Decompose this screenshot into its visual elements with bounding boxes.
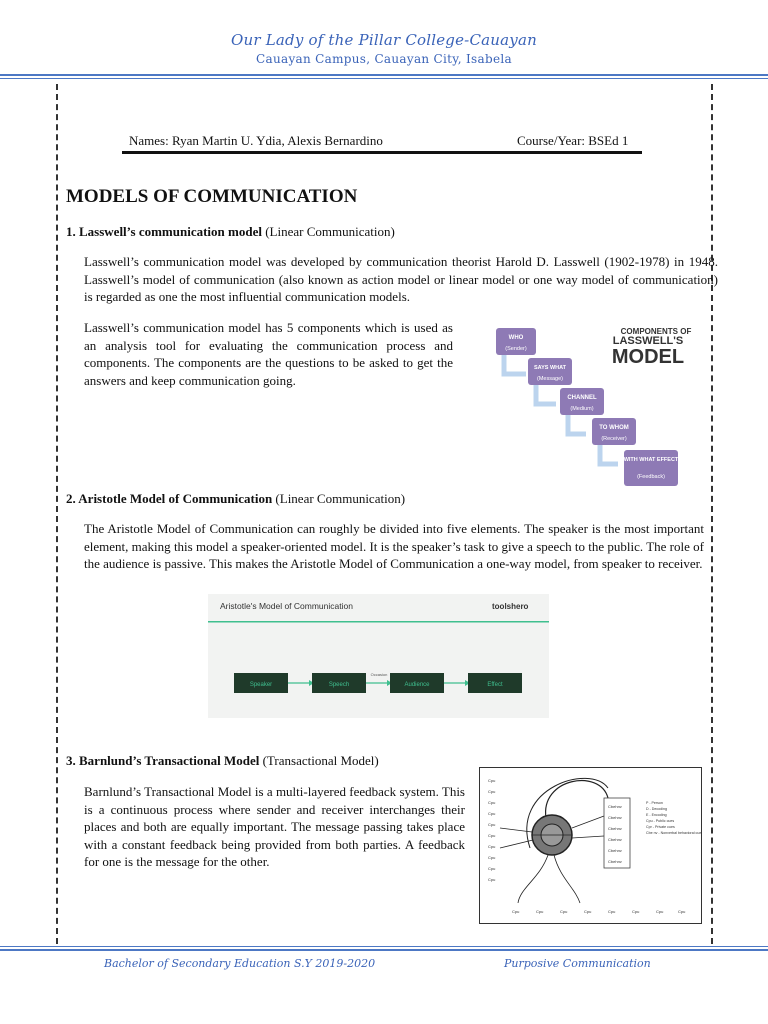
section-3-heading <box>66 753 379 769</box>
lasswell-step-with-what-effect <box>624 450 679 486</box>
aristotle-model-figure <box>208 594 549 718</box>
campus-address: Cauayan Campus, Cauayan City, Isabela <box>256 52 512 66</box>
header-rule-thin <box>0 78 768 79</box>
barnlund-cue-left-7: Cpu <box>488 844 496 849</box>
barnlund-cue-left-9: Cpu <box>488 866 496 871</box>
barnlund-cue-left-10: Cpu <box>488 877 496 882</box>
barnlund-cue-right-6: Cbehnv <box>608 859 622 864</box>
lasswell-step-4-label: TO WHOM <box>599 425 629 431</box>
aristotle-node-3-label: Audience <box>404 682 430 688</box>
lasswell-step-5-sub: (Feedback) <box>637 474 665 480</box>
lasswell-connector-3 <box>568 415 586 434</box>
aristotle-node-1-label: Speaker <box>249 682 273 688</box>
barnlund-diagram <box>480 768 701 923</box>
barnlund-cue-bottom-1: Cpu <box>512 909 520 914</box>
section-2-heading <box>66 491 405 507</box>
barnlund-cue-bottom-3: Cpu <box>560 909 568 914</box>
lasswell-step-3-label: CHANNEL <box>567 395 597 401</box>
section-3-title: 3. Barnlund’s Transactional Model <box>66 753 260 768</box>
barnlund-cue-left-3: Cpu <box>488 800 496 805</box>
barnlund-legend-5: Cpr - Private cues <box>646 825 675 829</box>
lasswell-step-2-label: SAYS WHAT <box>533 365 567 371</box>
lasswell-heading-1: COMPONENTS OF <box>620 327 692 336</box>
section-3-tag: (Transactional Model) <box>259 753 379 768</box>
barnlund-cue-bottom-6: Cpu <box>632 909 640 914</box>
aristotle-node-audience <box>390 673 444 693</box>
aristotle-figure-brand: toolshero <box>492 602 529 611</box>
barnlund-cue-right-1: Cbehnv <box>608 804 622 809</box>
section-1-heading <box>66 224 395 240</box>
aristotle-node-effect <box>468 673 522 693</box>
barnlund-bottom-cues <box>512 909 685 914</box>
barnlund-legend-3: E - Encoding <box>646 813 667 817</box>
lasswell-connector-2 <box>536 385 556 404</box>
barnlund-legend-1: P - Person <box>646 801 663 805</box>
lasswell-heading-3: MODEL <box>611 346 685 368</box>
footer-rule <box>0 949 768 951</box>
barnlund-cue-right-2: Cbehnv <box>608 815 622 820</box>
barnlund-cue-bottom-7: Cpu <box>656 909 664 914</box>
lasswell-connector-4 <box>600 445 618 464</box>
page-title: MODELS OF COMMUNICATION <box>66 186 358 207</box>
aristotle-node-4-label: Effect <box>487 682 503 688</box>
page-border-left <box>56 84 58 944</box>
section-1-title: 1. Lasswell’s communication model <box>66 224 262 239</box>
aristotle-accent-line <box>208 621 549 623</box>
barnlund-cue-right-5: Cbehnv <box>608 848 622 853</box>
header-rule <box>0 74 768 76</box>
barnlund-cue-bottom-2: Cpu <box>536 909 544 914</box>
lasswell-step-who <box>496 328 536 355</box>
section-1-tag: (Linear Communication) <box>261 224 395 239</box>
lasswell-diagram <box>468 318 708 490</box>
lasswell-step-channel <box>560 388 604 415</box>
aristotle-diagram <box>208 594 549 718</box>
barnlund-left-cues <box>488 778 495 882</box>
student-names: Names: Ryan Martin U. Ydia, Alexis Bernardino <box>129 133 383 148</box>
barnlund-spoke-2 <box>500 840 533 848</box>
barnlund-legend <box>646 801 701 835</box>
barnlund-spoke-3 <box>572 816 604 828</box>
lasswell-step-5-label: WITH WHAT EFFECT <box>623 457 679 463</box>
barnlund-cue-left-8: Cpu <box>488 855 496 860</box>
lasswell-connector-1 <box>504 355 526 374</box>
barnlund-right-cues <box>608 804 622 864</box>
barnlund-legend-6: Cbe nv - Nonverbal behavioral cues <box>646 831 701 835</box>
barnlund-cue-left-6: Cpu <box>488 833 496 838</box>
barnlund-cue-left-5: Cpu <box>488 822 496 827</box>
lasswell-step-says-what <box>528 358 572 385</box>
barnlund-spoke-4 <box>572 836 604 838</box>
lasswell-step-4-sub: (Receiver) <box>601 436 627 442</box>
barnlund-cue-right-3: Cbehnv <box>608 826 622 831</box>
barnlund-spoke-6 <box>554 855 580 903</box>
aristotle-node-speech <box>312 673 366 693</box>
names-underline <box>122 151 642 154</box>
footer-program: Bachelor of Secondary Education S.Y 2019-2020 <box>104 957 376 970</box>
page-border-right <box>711 84 713 944</box>
footer-rule-thin <box>0 946 768 947</box>
aristotle-link-label: Occasion <box>370 672 388 677</box>
footer-subject: Purposive Communication <box>504 957 651 970</box>
section-2-tag: (Linear Communication) <box>272 491 406 506</box>
college-name: Our Lady of the Pillar College-Cauayan <box>231 31 537 49</box>
lasswell-step-3-sub: (Medium) <box>570 406 594 412</box>
barnlund-model-figure <box>479 767 702 924</box>
section-1-paragraph-1: Lasswell’s communication model was developed by communication theorist Harold D. Lasswell (1902-1978) in 1948. Lasswell’s model of communication (also known as action model or linear model or one way model of communication) is regarded as one the most influential communication models. <box>84 254 718 304</box>
barnlund-cue-bottom-8: Cpu <box>678 909 686 914</box>
barnlund-legend-2: D - Decoding <box>646 807 667 811</box>
section-1-paragraph-2: Lasswell’s communication model has 5 components which is used as an analysis tool for evaluating the communication process and components. The components are the questions to be asked to get the answers and keep communication going. <box>84 320 453 388</box>
course-year: Course/Year: BSEd 1 <box>517 133 629 148</box>
barnlund-cue-left-4: Cpu <box>488 811 496 816</box>
aristotle-node-speaker <box>234 673 288 693</box>
lasswell-step-1-sub: (Sender) <box>505 346 527 352</box>
lasswell-step-1-label: WHO <box>508 335 524 341</box>
barnlund-cue-bottom-4: Cpu <box>584 909 592 914</box>
lasswell-heading-2: LASSWELL'S <box>612 335 684 347</box>
barnlund-cue-left-2: Cpu <box>488 789 496 794</box>
barnlund-cue-bottom-5: Cpu <box>608 909 616 914</box>
barnlund-cue-right-4: Cbehnv <box>608 837 622 842</box>
barnlund-legend-4: Cpu - Public cues <box>646 819 675 823</box>
lasswell-model-figure <box>468 318 708 490</box>
section-2-title: 2. Aristotle Model of Communication <box>66 491 273 506</box>
lasswell-step-2-sub: (Message) <box>537 376 563 382</box>
section-2-paragraph-1: The Aristotle Model of Communication can roughly be divided into five elements. The speaker is the most important element, making this model a speaker-oriented model. It is the speaker’s task to give a speech to the public. The role of the audience is passive. This makes the Aristotle Model of Communication a one-way model, from speaker to receiver. <box>84 521 704 571</box>
lasswell-step-to-whom <box>592 418 636 445</box>
barnlund-spoke-5 <box>518 855 548 903</box>
barnlund-cue-left-1: Cpu <box>488 778 496 783</box>
aristotle-node-2-label: Speech <box>328 682 350 688</box>
aristotle-figure-title: Aristotle's Model of Communication <box>220 601 353 611</box>
section-3-paragraph-1: Barnlund’s Transactional Model is a multi-layered feedback system. This is a continuous process where sender and receiver interchanges their places and both are equally important. The message passing takes place with a constant feedback being provided from both parties. A feedback for one is the message for the other. <box>84 784 465 869</box>
